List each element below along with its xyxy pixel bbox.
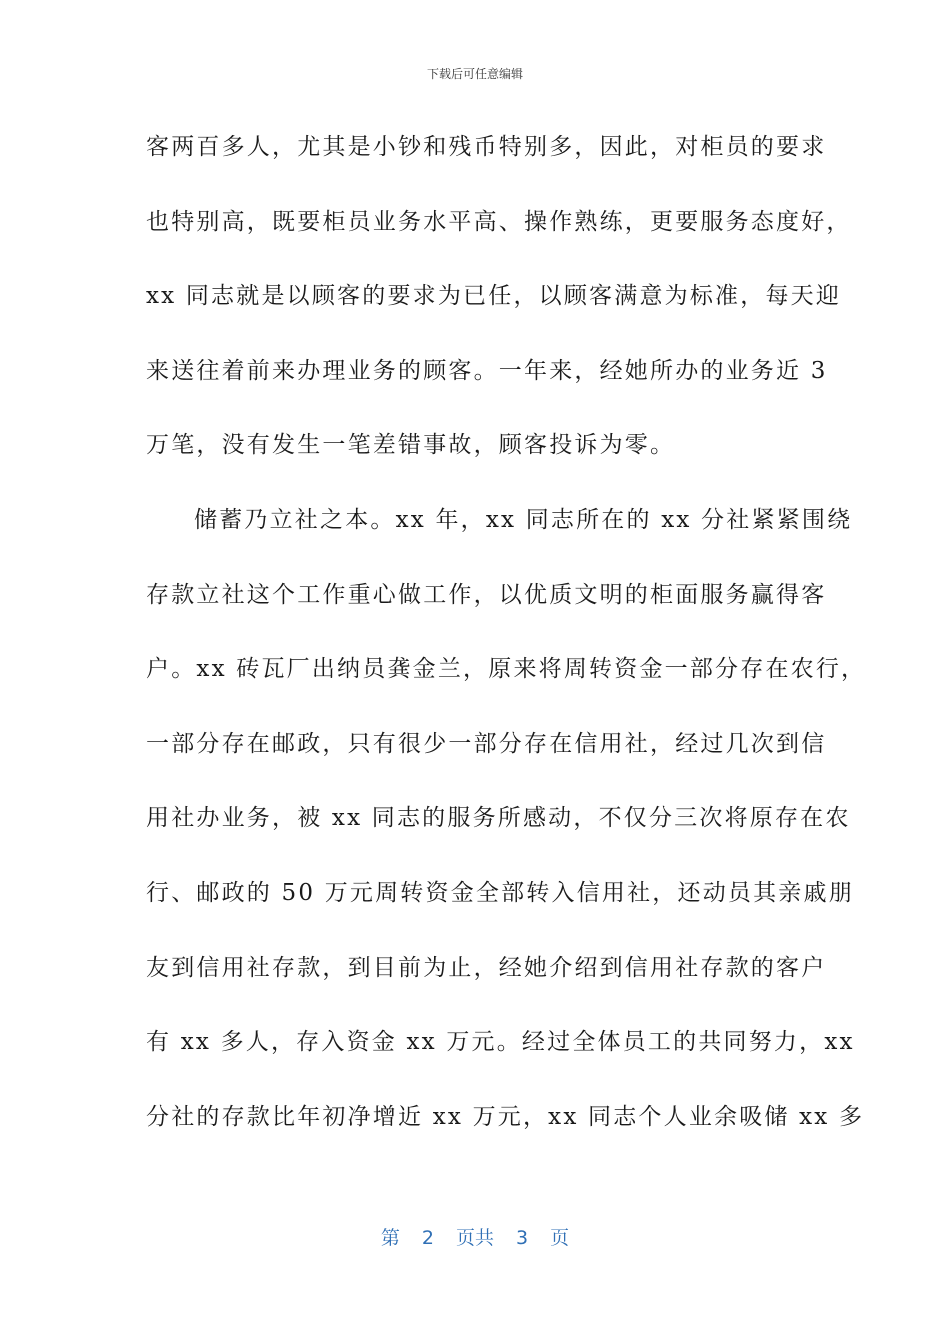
text-line: 来送往着前来办理业务的顾客。一年来，经她所办的业务近 3 bbox=[146, 357, 828, 384]
text-line: 存款立社这个工作重心做工作，以优质文明的柜面服务赢得客 bbox=[146, 581, 827, 608]
text-line: 友到信用社存款，到目前为止，经她介绍到信用社存款的客户 bbox=[146, 954, 827, 981]
text-line: 有 xx 多人，存入资金 xx 万元。经过全体员工的共同努力，xx bbox=[146, 1029, 855, 1056]
footer-prefix: 第 bbox=[380, 1227, 400, 1249]
text-line: xx 同志就是以顾客的要求为已任，以顾客满意为标准，每天迎 bbox=[146, 283, 842, 310]
page-footer bbox=[0, 1226, 950, 1250]
text-line: 一部分存在邮政，只有很少一部分存在信用社，经过几次到信 bbox=[146, 730, 827, 757]
text-line: 分社的存款比年初净增近 xx 万元，xx 同志个人业余吸储 xx 多 bbox=[146, 1103, 865, 1130]
paragraph-start-line: 储蓄乃立社之本。xx 年，xx 同志所在的 xx 分社紧紧围绕 bbox=[194, 506, 853, 533]
text-line: 行、邮政的 50 万元周转资金全部转入信用社，还动员其亲戚朋 bbox=[146, 879, 854, 906]
footer-suffix: 页 bbox=[550, 1227, 570, 1249]
text-line: 客两百多人，尤其是小钞和残币特别多，因此，对柜员的要求 bbox=[146, 134, 827, 160]
document-body bbox=[146, 110, 867, 1154]
footer-middle: 页共 bbox=[455, 1227, 494, 1249]
page-header-note: 下载后可任意编辑 bbox=[426, 67, 523, 81]
footer-total-pages: 3 bbox=[516, 1227, 529, 1249]
footer-current-page: 2 bbox=[421, 1227, 434, 1249]
text-line: 户。xx 砖瓦厂出纳员龚金兰，原来将周转资金一部分存在农行， bbox=[146, 656, 867, 683]
text-line: 万笔，没有发生一笔差错事故，顾客投诉为零。 bbox=[146, 432, 676, 459]
text-line: 也特别高，既要柜员业务水平高、操作熟练，更要服务态度好， bbox=[146, 208, 852, 235]
text-line: 用社办业务，被 xx 同志的服务所感动，不仅分三次将原存在农 bbox=[146, 805, 851, 832]
